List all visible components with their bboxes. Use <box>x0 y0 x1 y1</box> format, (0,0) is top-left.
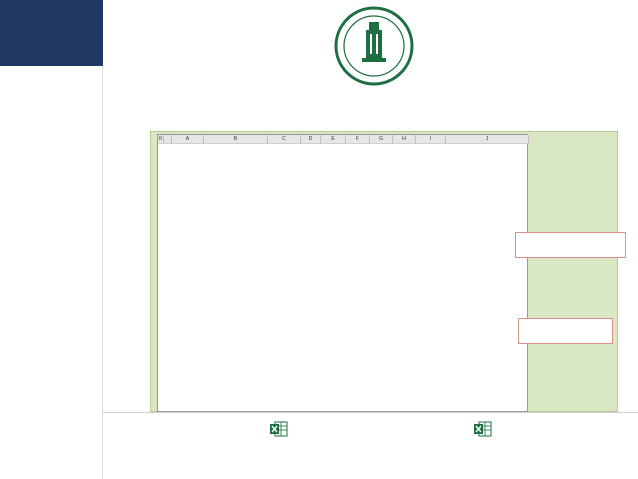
column-header[interactable]: D <box>301 135 321 143</box>
excel-icon <box>270 421 288 437</box>
formula-box-sum-product <box>515 232 626 258</box>
column-header[interactable]: B <box>204 135 268 143</box>
column-header[interactable]: K <box>159 136 163 142</box>
column-header[interactable]: A <box>172 135 204 143</box>
footer-divider <box>103 412 638 413</box>
column-header[interactable]: J <box>446 135 529 143</box>
column-header[interactable]: C <box>268 135 301 143</box>
university-logo <box>322 4 426 88</box>
column-header[interactable]: I <box>416 135 446 143</box>
contents-title <box>0 0 103 66</box>
spreadsheet[interactable] <box>157 134 528 412</box>
column-header-row <box>158 135 529 144</box>
excel-icon <box>474 421 492 437</box>
column-header[interactable]: F <box>346 135 370 143</box>
formula-box-sum-range <box>518 318 613 344</box>
sidebar <box>0 0 103 479</box>
column-header[interactable]: G <box>370 135 393 143</box>
column-header[interactable]: H <box>393 135 416 143</box>
column-header[interactable]: E <box>321 135 346 143</box>
